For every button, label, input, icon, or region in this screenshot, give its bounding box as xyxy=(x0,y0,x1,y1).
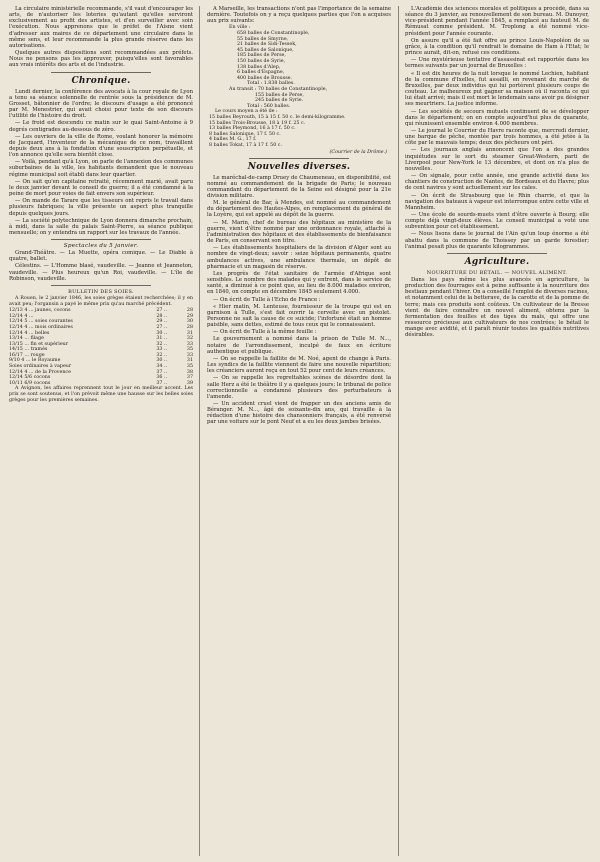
price-cell: 32 .. xyxy=(156,352,167,358)
section-heading-nouvelles: Nouvelles diverses. xyxy=(247,161,351,172)
section-rule xyxy=(447,253,547,254)
section-rule xyxy=(51,72,151,73)
price-cell: 36 .. xyxy=(156,375,167,381)
article-paragraph: — Une mystérieuse tentative d'assassinat est rapportée dans les termes suivants par un journal de Bruxelles : xyxy=(405,57,589,70)
section-rule xyxy=(249,158,349,159)
price-cell: 37 xyxy=(186,375,193,381)
price-cell: 33 .. xyxy=(156,347,167,353)
quote-item: 13 balles Pleymond, 16 à 17 f. 50 c. xyxy=(209,126,296,132)
quote-item: 15 balles Trois-Brousse, 18 à 19 f. 25 c. xyxy=(209,120,306,126)
price-cell: 32 xyxy=(186,336,193,342)
spectacle-listing: Célestins. — L'Homme blasé, vaudeville. — Jeanne et Jeanneton, vaudeville. — Plus heureux qu'un Roi, vaudeville. — L'île de Robinson, vaudeville. xyxy=(9,263,193,282)
article-paragraph: Dans les pays même les plus avancés en agriculture, la production des fourrages est à peine suffisante à la nourriture des bestiaux pendant l'hiver. On a conseillé l'emploi de diverses racines, et notamment celui de la betterave, de la carotte et de la pomme de terre; mais ces produits sont coûteux. Un cultivateur de la Bresse vient de faire connaître un nouvel aliment, obtenu par la fermentation des feuilles et des tiges du maïs, qui offre une ressource précieuse aux cultivateurs de nos contrées; le bétail le mange avec avidité, et il paraît réunir toutes les qualités nutritives désirables. xyxy=(405,276,589,339)
price-cell: 27 .. xyxy=(156,308,167,314)
price-cell: 29 xyxy=(186,313,193,319)
article-paragraph: L'Académie des sciences morales et politiques a procédé, dans sa séance du 3 janvier, au renouvellement de son bureau. M. Dunoyer, vice-président pendant l'année 1845, a remplacé au fauteuil M. de Rémusat comme président. M. Troplong a été nommé vice-président pour l'année courante. xyxy=(405,6,589,37)
article-paragraph: — On mande de Tarare que les tisseurs ont repris le travail dans plusieurs fabriques; la ville présente un aspect plus tranquille depuis quelques jours. xyxy=(9,198,193,217)
price-cell: 9/10 4 ... le Royaume xyxy=(9,358,61,364)
quote-list xyxy=(207,115,391,149)
article-paragraph: M. le général de Bar, à Mendes, est nommé au commandement du département des Hautes-Alpes, en remplacement du général de la Loyère, qui est appelé au dépôt de la guerre. xyxy=(207,200,391,219)
list-item: 138 balles d'Alep, xyxy=(237,64,281,70)
column-middle xyxy=(207,6,391,856)
article-paragraph: On assure qu'il a été fait offre au prince Louis-Napoléon de sa grâce, à la condition qu'il rendrait le domaine de Ham à l'Etat; le prince aurait, dit-on, refusé ces conditions. xyxy=(405,37,589,57)
article-paragraph: — On sait qu'en capitaine retraité, récemment marié, avait paru le deux janvier devant le conseil de guerre; il a été condamné à la peine de mort pour voies de fait envers son supérieur. xyxy=(9,178,193,198)
price-cell: 31 xyxy=(186,330,193,336)
price-cell: 12/14 5 ... soies courantes xyxy=(9,319,73,325)
article-paragraph: « Il est dix heures de la nuit lorsque le nommé Lechien, habitant de la commune d'Ixelles, fut assailli, en revenant du marché de Bruxelles, par deux individus qui lui portèrent plusieurs coups de couteau. Le malheureux put gagner sa maison où il raconta ce qui lui était arrivé; mais il est mort le lendemain sans avoir pu désigner ses meurtriers. La justice informe. xyxy=(405,70,589,108)
article-paragraph: — Les établissements hospitaliers de la division d'Alger sont au nombre de vingt-deux; savoir : seize hôpitaux permanents, quatre ambulances actives, une ambulance thermale, un dépôt de pharmacie et un magasin de réserve. xyxy=(207,245,391,270)
price-cell: 37 .. xyxy=(156,380,167,386)
price-cell: 16/17 ... rouge xyxy=(9,352,45,358)
article-paragraph: A Rouen, le 2 janvier 1846, les soies grèges étaient recherchées; il y en avait peu; l'organsin a payé le même prix qu'au marché précédent. xyxy=(9,295,193,307)
price-cell: 12/14 4 ... de la Provence xyxy=(9,369,71,375)
price-cell: 29 .. xyxy=(156,319,167,325)
article-paragraph: — On se rappelle la faillite de M. Noé, agent de change à Paris. Les syndics de la faillite viennent de faire une nouvelle répartition; les créanciers auront reçu en tout 52 pour cent de leurs créances. xyxy=(207,355,391,375)
article-paragraph: — On écrit de Tulle à la même feuille : xyxy=(213,329,317,336)
price-cell: 31 .. xyxy=(156,336,167,342)
price-cell: 33 xyxy=(186,352,193,358)
price-cell: 12/14 4 ... belles xyxy=(9,330,50,336)
price-cell: 30 xyxy=(186,319,193,325)
list-item: 400 balles de Brousse. xyxy=(237,75,293,81)
price-cell: 34 .. xyxy=(156,364,167,370)
price-cell: Soies ordinaires à vapeur xyxy=(9,364,72,370)
quote-item: 4 balles M. G., 17 f. xyxy=(209,137,257,143)
column-right xyxy=(405,6,589,856)
column-left xyxy=(9,6,193,856)
article-paragraph: Quelques autres dispositions sont recommandées aux préfets. Nous ne pensons pas les approuver, puisqu'elles sont favorables aux vrais intérêts des arts et de l'industrie. xyxy=(9,50,193,69)
list-item: 55 balles de Smyrne, xyxy=(237,36,289,42)
price-cell: 38 xyxy=(186,369,193,375)
price-cell: 33 xyxy=(186,341,193,347)
column-divider xyxy=(398,6,399,856)
quote-item: 8 balles Tokat, 17 à 17 f. 50 c. xyxy=(209,142,282,148)
spectacle-listing: Grand-Théâtre. — La Muette, opéra comique. — Le Diable à quatre, ballet. xyxy=(9,250,193,263)
price-cell: 10/11 6/9 cocons xyxy=(9,380,51,386)
price-cell: 13/15 ... fin et supérieur xyxy=(9,341,69,347)
article-paragraph: A Avignon, les affaires reprennent tout le jour en meilleur accent. Les prix se sont soutenus, et l'on prévoit même une hausse sur les belles soies grèges pour les premières semaines. xyxy=(9,386,193,403)
article-paragraph: — Nous lisons dans le journal de l'Ain qu'un loup énorme a été abattu dans la commune de Thoissey par un garde forestier; l'animal pesait plus de quarante kilogrammes. xyxy=(405,231,589,250)
price-cell: 12/14 5/6 cocons xyxy=(9,375,51,381)
list-item: 6 balles d'Espagne, xyxy=(237,70,285,76)
section-rule xyxy=(51,239,151,240)
price-cell: 12/14 4 ... mois ordinaires xyxy=(9,324,73,330)
price-cell: 30 .. xyxy=(156,330,167,336)
article-paragraph: — La société polytechnique de Lyon donnera dimanche prochain, à midi, dans la salle du palais Saint-Pierre, sa séance publique mensuelle; on y entendra un rapport sur les travaux de l'année. xyxy=(9,217,193,236)
article-paragraph: — Les sociétés de secours mutuels continuent de se développer dans le département; on en compte aujourd'hui plus de quarante, qui réunissent ensemble environ 4.000 membres. xyxy=(405,108,589,127)
price-cell: 28 .. xyxy=(156,313,167,319)
list-item: 21 balles de Sidi-Tessek, xyxy=(237,42,297,48)
silk-price-table xyxy=(9,308,193,386)
article-paragraph: — M. Marin, chef de bureau des hôpitaux au ministère de la guerre, vient d'être nommé par une ordonnance royale, attaché à l'administration des hôpitaux et des établissements de bienfaisance de Paris, en conservant son titre. xyxy=(207,219,391,245)
price-cell: 28 xyxy=(186,308,193,314)
spectacles-heading: Spectacles du 5 janvier. xyxy=(63,243,139,250)
list-intro: En ville : xyxy=(229,25,251,31)
price-cell: 35 xyxy=(186,364,193,370)
list-item: 45 balles de Salonique, xyxy=(237,47,294,53)
article-paragraph: Le maréchal-de-camp Druey de Chaumeneau, en disponibilité, est nommé au commandement de la brigade de Paris; le nouveau commandant du département de la Seine est désigné pour la 21e division militaire. xyxy=(207,174,391,199)
price-cell: 14/15 ... tramés xyxy=(9,347,48,353)
article-paragraph: — Les journaux anglais annoncent que l'on a des grandes inquiétudes sur le sort du steamer Great-Western, parti de Liverpool pour New-York le 13 décembre, et dont on n'a plus de nouvelles. xyxy=(405,147,589,172)
section-heading-chronique: Chronique. xyxy=(71,75,131,86)
article-paragraph: « Hier matin, M. Lenteuse, fournisseur de la troupe qui est en garnison à Tulle, s'est fait ouvrir la cervelle avec un pistolet. Personne ne sait la cause de ce suicide; l'infortuné était un homme paisible, sans dettes, estimé de tous ceux qui le connaissaient. xyxy=(207,303,391,329)
price-cell: 31 xyxy=(186,358,193,364)
article-paragraph: La circulaire ministérielle recommande, s'il vaut d'encourager les arts, de n'autoriser les loteries qu'autant qu'elles serviront exclusivement au profit des artistes, et d'en surveiller avec soin l'exécution. Nous apprenons que le préfet de l'Aisne vient d'adresser aux maires de ce département une circulaire dans le même sens, et leur recommande la plus grande réserve dans les autorisations. xyxy=(9,6,193,49)
article-paragraph: — On se rappelle les regrettables scènes de désordre dont la salle Herz a été le théâtre il y a quelques jours; le tribunal de police correctionnelle a condamné plusieurs des perturbateurs à l'amende. xyxy=(207,375,391,400)
price-cell: 12/14 4 ... xyxy=(9,313,34,319)
price-cell: 13/14 ... filage xyxy=(9,336,44,342)
price-cell: 35 xyxy=(186,347,193,353)
price-cell: 28 xyxy=(186,324,193,330)
agriculture-subheading: NOURRITURE DU BÉTAIL. — NOUVEL ALIMENT. xyxy=(426,269,568,276)
article-paragraph: Le gouvernement a nommé dans la prison de Tulle M. N..., notaire de l'arrondissement, inculpé de faux en écriture authentique et publique. xyxy=(207,336,391,355)
list-item: 185 balles de Perse, xyxy=(237,53,286,59)
article-paragraph: — On écrit de Strasbourg que le Rhin charrie, et que la navigation des bateaux à vapeur est interrompue entre cette ville et Mannheim. xyxy=(405,192,589,211)
list-total: Total : 560 balles. xyxy=(247,103,291,109)
article-paragraph: Lundi dernier, la conférence des avocats à la cour royale de Lyon a tenu sa séance solennelle de rentrée sous la présidence de M. Grosset, bâtonnier de l'ordre; le discours d'usage a été prononcé par M. Menestrier, qui avait choisi pour texte de son discours l'utilité de l'histoire du droit. xyxy=(9,88,193,120)
source-citation: (Courrier de la Drôme.) xyxy=(329,149,387,155)
bale-list xyxy=(207,31,391,81)
article-paragraph: — Le journal le Courrier du Havre raconte que, mercredi dernier, une barque de pêche, montée par trois hommes, a été jetée à la côte par le mauvais temps; deux des pêcheurs ont péri. xyxy=(405,127,589,147)
price-cell: 12/13 4 ... jaunes, cocons xyxy=(9,308,71,314)
article-paragraph: — Une école de sourds-muets vient d'être ouverte à Bourg; elle compte déjà vingt-deux élèves. Le conseil municipal a voté une subvention pour cet établissement. xyxy=(405,212,589,231)
price-cell: 37 .. xyxy=(156,369,167,375)
price-cell: 32 .. xyxy=(156,341,167,347)
column-divider xyxy=(199,6,200,856)
silk-bulletin-heading: BULLETIN DES SOIES. xyxy=(68,288,134,295)
price-cell: 39 xyxy=(186,380,193,386)
article-paragraph: Les progrès de l'état sanitaire de l'armée d'Afrique sont sensibles. Le nombre des malades qui y entrent, dans le service de santé, a diminué à ce point que, au lieu de 8.000 malades environ, en 1840, on compte en décembre 1845 seulement 4.000. xyxy=(207,270,391,296)
list-item: 245 balles de Syrie. xyxy=(255,98,304,104)
article-paragraph: — Les ouvriers de la ville de Rome, voulant honorer la mémoire de Jacquard, l'inventeur de la mécanique de ce nom, travaillent depuis deux ans à la fondation d'une souscription perpétuelle, et l'on annonce qu'elle sera bientôt close. xyxy=(9,133,193,159)
section-heading-agriculture: Agriculture. xyxy=(464,256,530,267)
list-item: 155 balles de Perse, xyxy=(255,92,304,98)
article-paragraph: — Voilà, pendant qu'à Lyon, on parle de l'annexion des communes suburbaines de la ville, les habitants demandent que le nouveau régime municipal soit établi dans leur quartier. xyxy=(9,159,193,178)
article-paragraph: — Un accident cruel vient de frapper un des anciens amis de Béranger. M. N..., âgé de soixante-dix ans, qui travaille à la rédaction d'une histoire des chansonniers français, a été renversé par une voiture sur le pont Neuf et a eu les deux jambes brisées. xyxy=(207,401,391,426)
list-intro: Au transit : 70 balles de Constantinople, xyxy=(229,87,328,92)
list-item: 658 balles de Constantinople, xyxy=(237,31,310,37)
article-paragraph: — On signale, pour cette année, une grande activité dans les chantiers de construction de Nantes, de Bordeaux et du Havre; plus de cent navires y sont actuellement sur les cales. xyxy=(405,173,589,192)
price-cell: 27 .. xyxy=(156,324,167,330)
price-cell: 30 .. xyxy=(156,358,167,364)
list-intro: Le cours moyen a été de : xyxy=(215,109,278,115)
quote-item: 8 balles Salonique, 17 f. 50 c. xyxy=(209,131,281,137)
list-total: Total : 1.838 balles. xyxy=(247,81,295,87)
quote-item: 15 balles Beyrouth, 15 à 15 f. 50 c. le demi-kilogramme. xyxy=(209,114,346,120)
article-paragraph: — On écrit de Tulle à l'Echo de France : xyxy=(213,296,321,303)
list-item: 150 balles de Syrie, xyxy=(237,59,286,65)
section-rule xyxy=(51,285,151,286)
article-paragraph: A Marseille, les transactions n'ont pas l'importance de la semaine dernière. Toutefois on y a reçu quelques parties que l'on a acquises aux prix suivants: xyxy=(207,6,391,25)
article-paragraph: — Le froid est descendu ce matin sur le quai Saint-Antoine à 9 degrés centigrades au-dessous de zéro. xyxy=(9,120,193,133)
